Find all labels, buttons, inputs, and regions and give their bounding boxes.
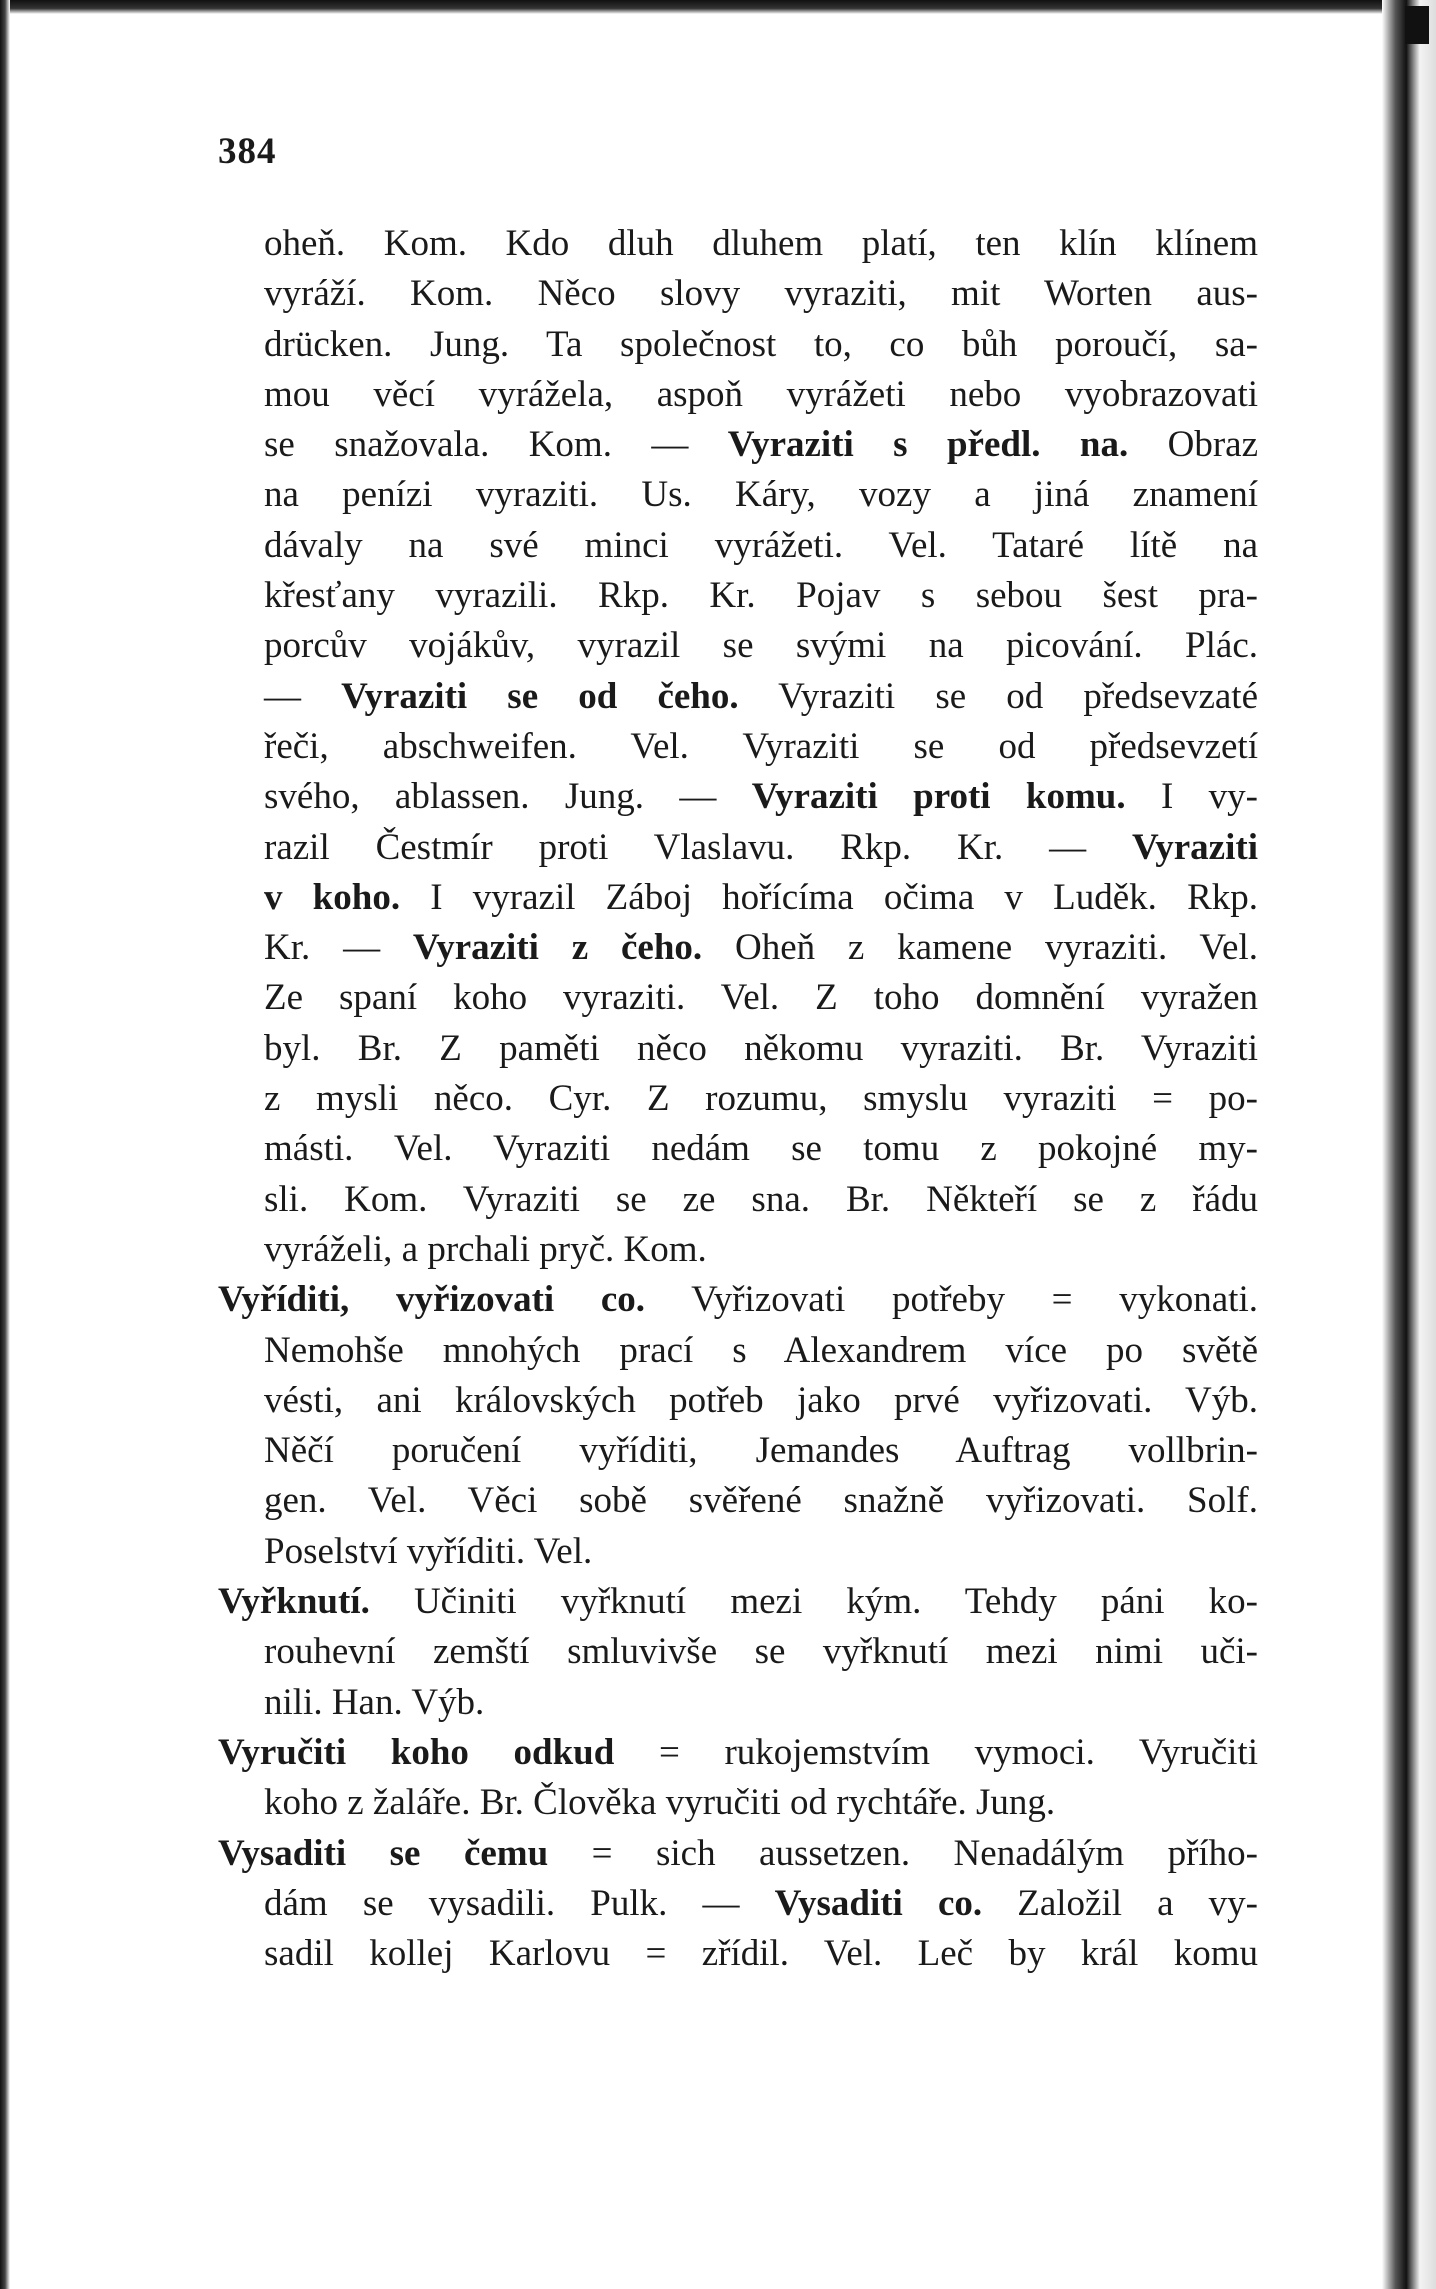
text-fragment: Oheň z kamene vyraziti. Vel.: [702, 927, 1258, 969]
text-line: [218, 1074, 1258, 1124]
headword: Vyraziti se od čeho.: [341, 675, 739, 717]
text-fragment: másti. Vel. Vyraziti nedám se tomu z pokojné my-: [264, 1128, 1258, 1170]
text-line: [218, 722, 1258, 772]
text-line: [218, 370, 1258, 420]
text-line: [218, 1225, 1258, 1275]
text-fragment: Poselství vyříditi. Vel.: [264, 1530, 593, 1572]
entry-headword-line: [218, 1829, 1258, 1879]
text-fragment: mou věcí vyrážela, aspoň vyrážeti nebo vyobrazovati: [264, 373, 1258, 415]
text-line: [218, 1376, 1258, 1426]
text-fragment: koho z žaláře. Br. Člověka vyručiti od rychtáře. Jung.: [264, 1782, 1056, 1824]
text-line: [218, 219, 1258, 269]
text-line: [218, 521, 1258, 571]
text-fragment: Založil a vy-: [982, 1882, 1258, 1924]
text-fragment: křesťany vyrazili. Rkp. Kr. Pojav s sebou šest pra-: [264, 575, 1258, 617]
text-fragment: vyráží. Kom. Něco slovy vyraziti, mit Worten aus-: [264, 273, 1258, 315]
text-line: [218, 1627, 1258, 1677]
text-line: [218, 1929, 1258, 1979]
text-fragment: sli. Kom. Vyraziti se ze sna. Br. Někteří se z řádu: [264, 1178, 1258, 1220]
text-fragment: sadil kollej Karlovu = zřídil. Vel. Leč by král komu: [264, 1933, 1258, 1975]
text-fragment: —: [264, 675, 342, 717]
scan-corner-mark: [1405, 6, 1429, 44]
scan-border-left: [0, 0, 10, 2289]
text-line: [218, 1124, 1258, 1174]
text-fragment: vyráželi, a prchali pryč. Kom.: [264, 1228, 707, 1270]
text-fragment: se snažovala. Kom. —: [264, 424, 728, 466]
text-fragment: Vyraziti se od předsevzaté: [738, 675, 1258, 717]
text-line: [218, 420, 1258, 470]
text-fragment: Nemohše mnohých prací s Alexandrem více po světě: [264, 1329, 1258, 1371]
scan-border-right: [1382, 0, 1436, 2289]
text-fragment: Učiniti vyřknutí mezi kým. Tehdy páni ko-: [369, 1581, 1258, 1623]
text-fragment: řeči, abschweifen. Vel. Vyraziti se od předsevzetí: [264, 725, 1258, 767]
text-fragment: porcův vojákův, vyrazil se svými na picování. Plác.: [264, 625, 1258, 667]
text-fragment: I vy-: [1125, 776, 1258, 818]
headword: Vyraziti s předl. na.: [727, 424, 1129, 466]
headword: Vyříditi, vyřizovati co.: [218, 1279, 646, 1321]
text-line: [218, 772, 1258, 822]
text-fragment: na penízi vyraziti. Us. Káry, vozy a jiná znamení: [264, 474, 1258, 516]
text-line: [218, 571, 1258, 621]
page-number: 384: [218, 131, 277, 172]
text-fragment: Ze spaní koho vyraziti. Vel. Z toho domnění vyražen: [264, 977, 1258, 1019]
text-line: [218, 1879, 1258, 1929]
text-fragment: razil Čestmír proti Vlaslavu. Rkp. Kr. —: [264, 826, 1132, 868]
headword: Vyraziti z čeho.: [412, 927, 703, 969]
text-fragment: I vyrazil Záboj hořícíma očima v Luděk. Rkp.: [400, 876, 1258, 918]
text-line: [218, 1527, 1258, 1577]
text-line: [218, 672, 1258, 722]
entry-headword-line: [218, 1728, 1258, 1778]
text-line: [218, 269, 1258, 319]
text-line: [218, 923, 1258, 973]
headword: v koho.: [264, 876, 401, 918]
text-fragment: dávaly na své minci vyrážeti. Vel. Tataré lítě na: [264, 524, 1258, 566]
text-fragment: vésti, ani královských potřeb jako prvé vyřizovati. Výb.: [264, 1379, 1258, 1421]
entry-headword-line: [218, 1577, 1258, 1627]
text-fragment: Obraz: [1128, 424, 1258, 466]
text-fragment: Kr. —: [264, 927, 413, 969]
headword: Vyraziti: [1131, 826, 1258, 868]
text-line: [218, 1024, 1258, 1074]
text-line: [218, 823, 1258, 873]
text-fragment: Něčí poručení vyříditi, Jemandes Auftrag vollbrin-: [264, 1430, 1258, 1472]
scan-border-top: [0, 0, 1436, 14]
text-fragment: oheň. Kom. Kdo dluh dluhem platí, ten klín klínem: [264, 223, 1258, 264]
text-fragment: nili. Han. Výb.: [264, 1681, 485, 1723]
text-fragment: gen. Vel. Věci sobě svěřené snažně vyřizovati. Solf.: [264, 1480, 1258, 1522]
text-line: [218, 470, 1258, 520]
headword: Vyručiti koho odkud: [218, 1731, 615, 1773]
text-fragment: dám se vysadili. Pulk. —: [264, 1882, 775, 1924]
text-line: [218, 1426, 1258, 1476]
text-fragment: byl. Br. Z paměti něco někomu vyraziti. Br. Vyraziti: [264, 1027, 1258, 1069]
text-line: [218, 973, 1258, 1023]
text-line: [218, 320, 1258, 370]
headword: Vysaditi se čemu: [218, 1832, 549, 1874]
text-line: [218, 621, 1258, 671]
headword: Vyřknutí.: [218, 1581, 370, 1623]
text-fragment: rouhevní zemští smluvivše se vyřknutí mezi nimi uči-: [264, 1631, 1258, 1673]
text-line: [218, 1326, 1258, 1376]
text-line: [218, 873, 1258, 923]
text-fragment: z mysli něco. Cyr. Z rozumu, smyslu vyraziti = po-: [264, 1078, 1258, 1120]
headword: Vysaditi co.: [774, 1882, 983, 1924]
text-line: [218, 1476, 1258, 1526]
text-fragment: drücken. Jung. Ta společnost to, co bůh poroučí, sa-: [264, 323, 1258, 365]
text-fragment: svého, ablassen. Jung. —: [264, 776, 752, 818]
text-fragment: Vyřizovati potřeby = vykonati.: [645, 1279, 1258, 1321]
text-fragment: = rukojemstvím vymoci. Vyručiti: [614, 1731, 1258, 1773]
dictionary-text-body: [218, 219, 1258, 1979]
text-line: [218, 1778, 1258, 1828]
entry-headword-line: [218, 1275, 1258, 1325]
headword: Vyraziti proti komu.: [751, 776, 1126, 818]
text-line: [218, 1175, 1258, 1225]
text-fragment: = sich aussetzen. Nenadálým přího-: [548, 1832, 1258, 1874]
text-line: [218, 1678, 1258, 1728]
